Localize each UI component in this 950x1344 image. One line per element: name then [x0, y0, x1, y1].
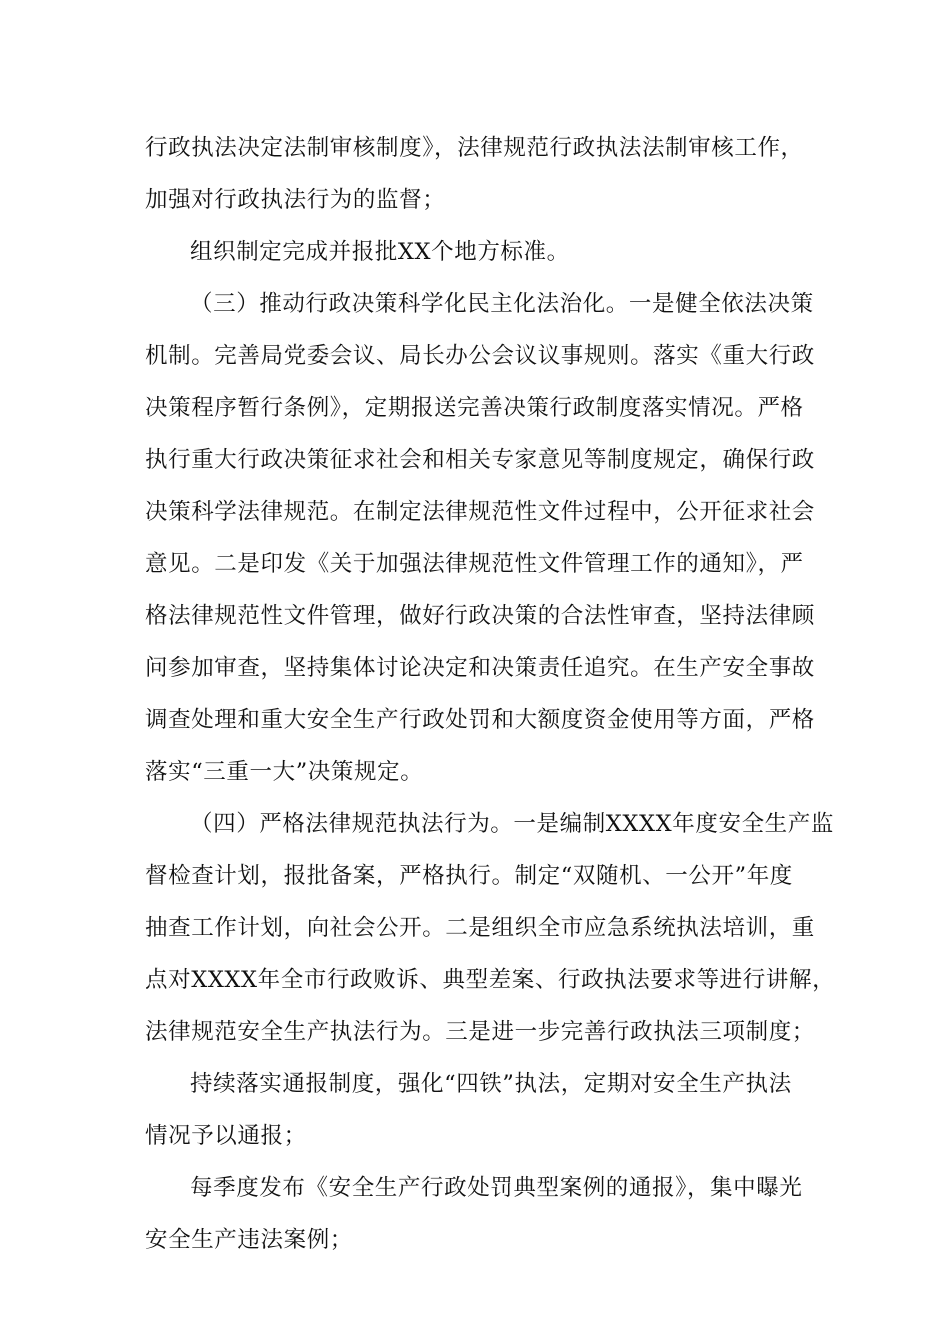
text-line: 机制。完善局党委会议、局长办公会议议事规则。落实《重大行政	[145, 343, 815, 369]
text-line: 意见。二是印发《关于加强法律规范性文件管理工作的通知》，严	[145, 551, 804, 577]
text-line: 督检查计划，报批备案，严格执行。制定“双随机、一公开”年度	[145, 863, 793, 889]
text-line: 决策程序暂行条例》，定期报送完善决策行政制度落实情况。严格	[145, 395, 804, 421]
paragraph-start-line: （三）推动行政决策科学化民主化法治化。一是健全依法决策	[190, 291, 814, 317]
text-line: 调查处理和重大安全生产行政处罚和大额度资金使用等方面，严格	[145, 707, 815, 733]
text-line: 决策科学法律规范。在制定法律规范性文件过程中，公开征求社会	[145, 499, 815, 525]
text-line: 格法律规范性文件管理，做好行政决策的合法性审查，坚持法律顾	[145, 603, 815, 629]
text-line: 法律规范安全生产执法行为。三是进一步完善行政执法三项制度；	[145, 1019, 815, 1045]
text-line: 抽查工作计划，向社会公开。二是组织全市应急系统执法培训，重	[145, 915, 815, 941]
paragraph-start-line: （四）严格法律规范执法行为。一是编制XXXX年度安全生产监	[190, 811, 834, 837]
text-line: 问参加审查，坚持集体讨论决定和决策责任追究。在生产安全事故	[145, 655, 815, 681]
text-line: 安全生产违法案例；	[145, 1227, 353, 1253]
text-line: 行政执法决定法制审核制度》，法律规范行政执法法制审核工作，	[145, 135, 804, 161]
text-line: 落实“三重一大”决策规定。	[145, 759, 424, 785]
paragraph-start-line: 每季度发布《安全生产行政处罚典型案例的通报》，集中曝光	[190, 1175, 803, 1201]
text-line: 加强对行政执法行为的监督；	[145, 187, 446, 213]
text-line: 执行重大行政决策征求社会和相关专家意见等制度规定，确保行政	[145, 447, 815, 473]
text-line: 情况予以通报；	[145, 1123, 307, 1149]
paragraph-start-line: 组织制定完成并报批XX个地方标准。	[190, 239, 570, 265]
paragraph-start-line: 持续落实通报制度，强化“四铁”执法，定期对安全生产执法	[190, 1071, 792, 1097]
text-line: 点对XXXX年全市行政败诉、典型差案、行政执法要求等进行讲解，	[145, 967, 836, 993]
